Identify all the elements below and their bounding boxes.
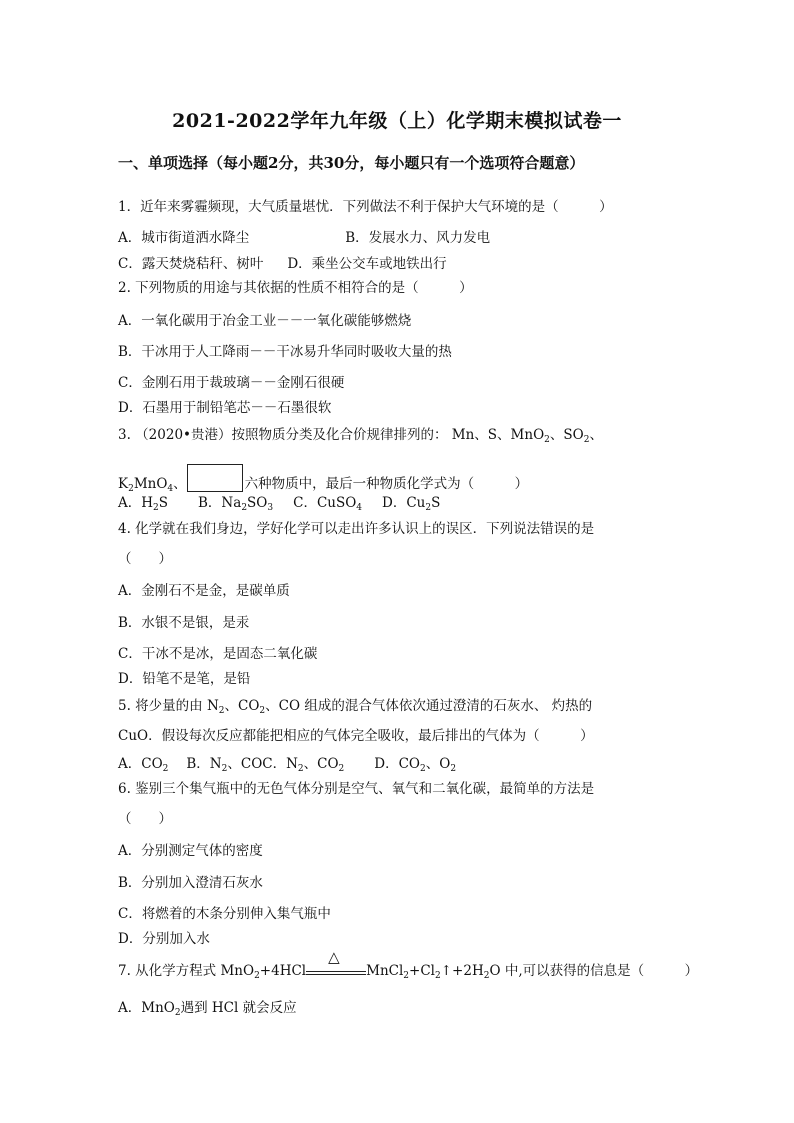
q3-option-c: C．CuSO$_4$ — [293, 495, 363, 513]
question-3-stem-line1: 3. （2020•贵港）按照物质分类及化合价规律排列的： Mn、S、MnO$_2$、$SO_2$、 — [118, 427, 603, 445]
q1-option-c: C．露天焚烧秸秆、树叶 — [118, 256, 264, 272]
question-3-options — [118, 494, 440, 512]
heat-triangle-icon: △ — [328, 947, 340, 966]
q1-option-b: B．发展水力、风力发电 — [345, 230, 491, 246]
q2-option-a: A．一氧化碳用于冶金工业－－一氧化碳能够燃烧 — [118, 313, 412, 329]
q3-option-b: B．$Na_2SO_3$ — [198, 495, 274, 513]
reaction-condition-sign — [306, 947, 366, 981]
question-1-options-ab — [118, 229, 490, 247]
q6-option-b: B．分别加入澄清石灰水 — [118, 875, 263, 891]
question-4-stem: 4. 化学就在我们身边，学好化学可以走出许多认识上的误区．下列说法错误的是 — [118, 521, 595, 537]
q6-option-a: A．分别测定气体的密度 — [118, 843, 263, 859]
q2-option-d: D．石墨用于制铅笔芯－－石墨很软 — [118, 400, 332, 416]
page-title: 2021-2022学年九年级（上）化学期末模拟试卷一 — [172, 110, 622, 132]
q4-option-b: B．水银不是银，是汞 — [118, 615, 250, 631]
q4-option-a: A．金刚石不是金，是碳单质 — [118, 583, 290, 599]
q3-option-a: A．$H_2S$ — [118, 495, 169, 513]
q3-option-d: D．$Cu_2S$ — [382, 495, 441, 513]
q1-option-a: A．城市街道洒水降尘 — [118, 230, 250, 246]
q4-option-c: C．干冰不是冰，是固态二氧化碳 — [118, 646, 318, 662]
question-4-paren: （ ） — [118, 551, 172, 567]
q1-option-d: D．乘坐公交车或地铁出行 — [287, 256, 447, 272]
question-1-options-cd — [118, 255, 447, 273]
question-1-stem: 1．近年来雾霾频现，大气质量堪忧．下列做法不利于保护大气环境的是（ ） — [118, 199, 613, 215]
q4-option-d: D．铅笔不是笔，是铅 — [118, 671, 251, 687]
q7-option-a: A．MnO$_2$遇到 HCl 就会反应 — [118, 1000, 297, 1018]
q5-option-d: D．$CO_2$、$O_2$ — [374, 756, 457, 774]
question-6-paren: （ ） — [118, 811, 172, 827]
question-5-stem-line1: 5. 将少量的由 $N_2$、$CO_2$、CO 组成的混合气体依次通过澄清的石灰水、 灼热的 — [118, 698, 593, 716]
section-heading: 一、单项选择（每小题2分，共30分，每小题只有一个选项符合题意） — [118, 154, 585, 172]
question-5-options — [118, 755, 456, 773]
q2-option-c: C．金刚石用于裁玻璃－－金刚石很硬 — [118, 375, 345, 391]
q5-option-a: A．$CO_2$ — [118, 756, 169, 774]
q2-option-b: B．干冰用于人工降雨－－干冰易升华同时吸收大量的热 — [118, 344, 452, 360]
question-5-stem-line2: CuO．假设每次反应都能把相应的气体完全吸收，最后排出的气体为（ ） — [118, 728, 594, 744]
q6-option-c: C．将燃着的木条分别伸入集气瓶中 — [118, 906, 331, 922]
question-6-stem: 6. 鉴别三个集气瓶中的无色气体分别是空气、氧气和二氧化碳，最简单的方法是 — [118, 781, 595, 797]
answer-blank-box — [187, 464, 243, 492]
question-7-stem: 7. 从化学方程式 MnO$_2$+4HCl △ $MnCl_2+Cl_2↑+2H_2O$ 中,可以获得的信息是（ ） — [118, 947, 699, 981]
q6-option-d: D．分别加入水 — [118, 931, 210, 947]
q5-option-bc: B．$N_2$、COC．$N_2$、$CO_2$ — [186, 756, 345, 774]
question-3-stem-line2: $K_2MnO_4$、 六种物质中，最后一种物质化学式为（ ） — [118, 464, 528, 493]
question-2-stem: 2. 下列物质的用途与其依据的性质不相符合的是（ ） — [118, 280, 473, 296]
